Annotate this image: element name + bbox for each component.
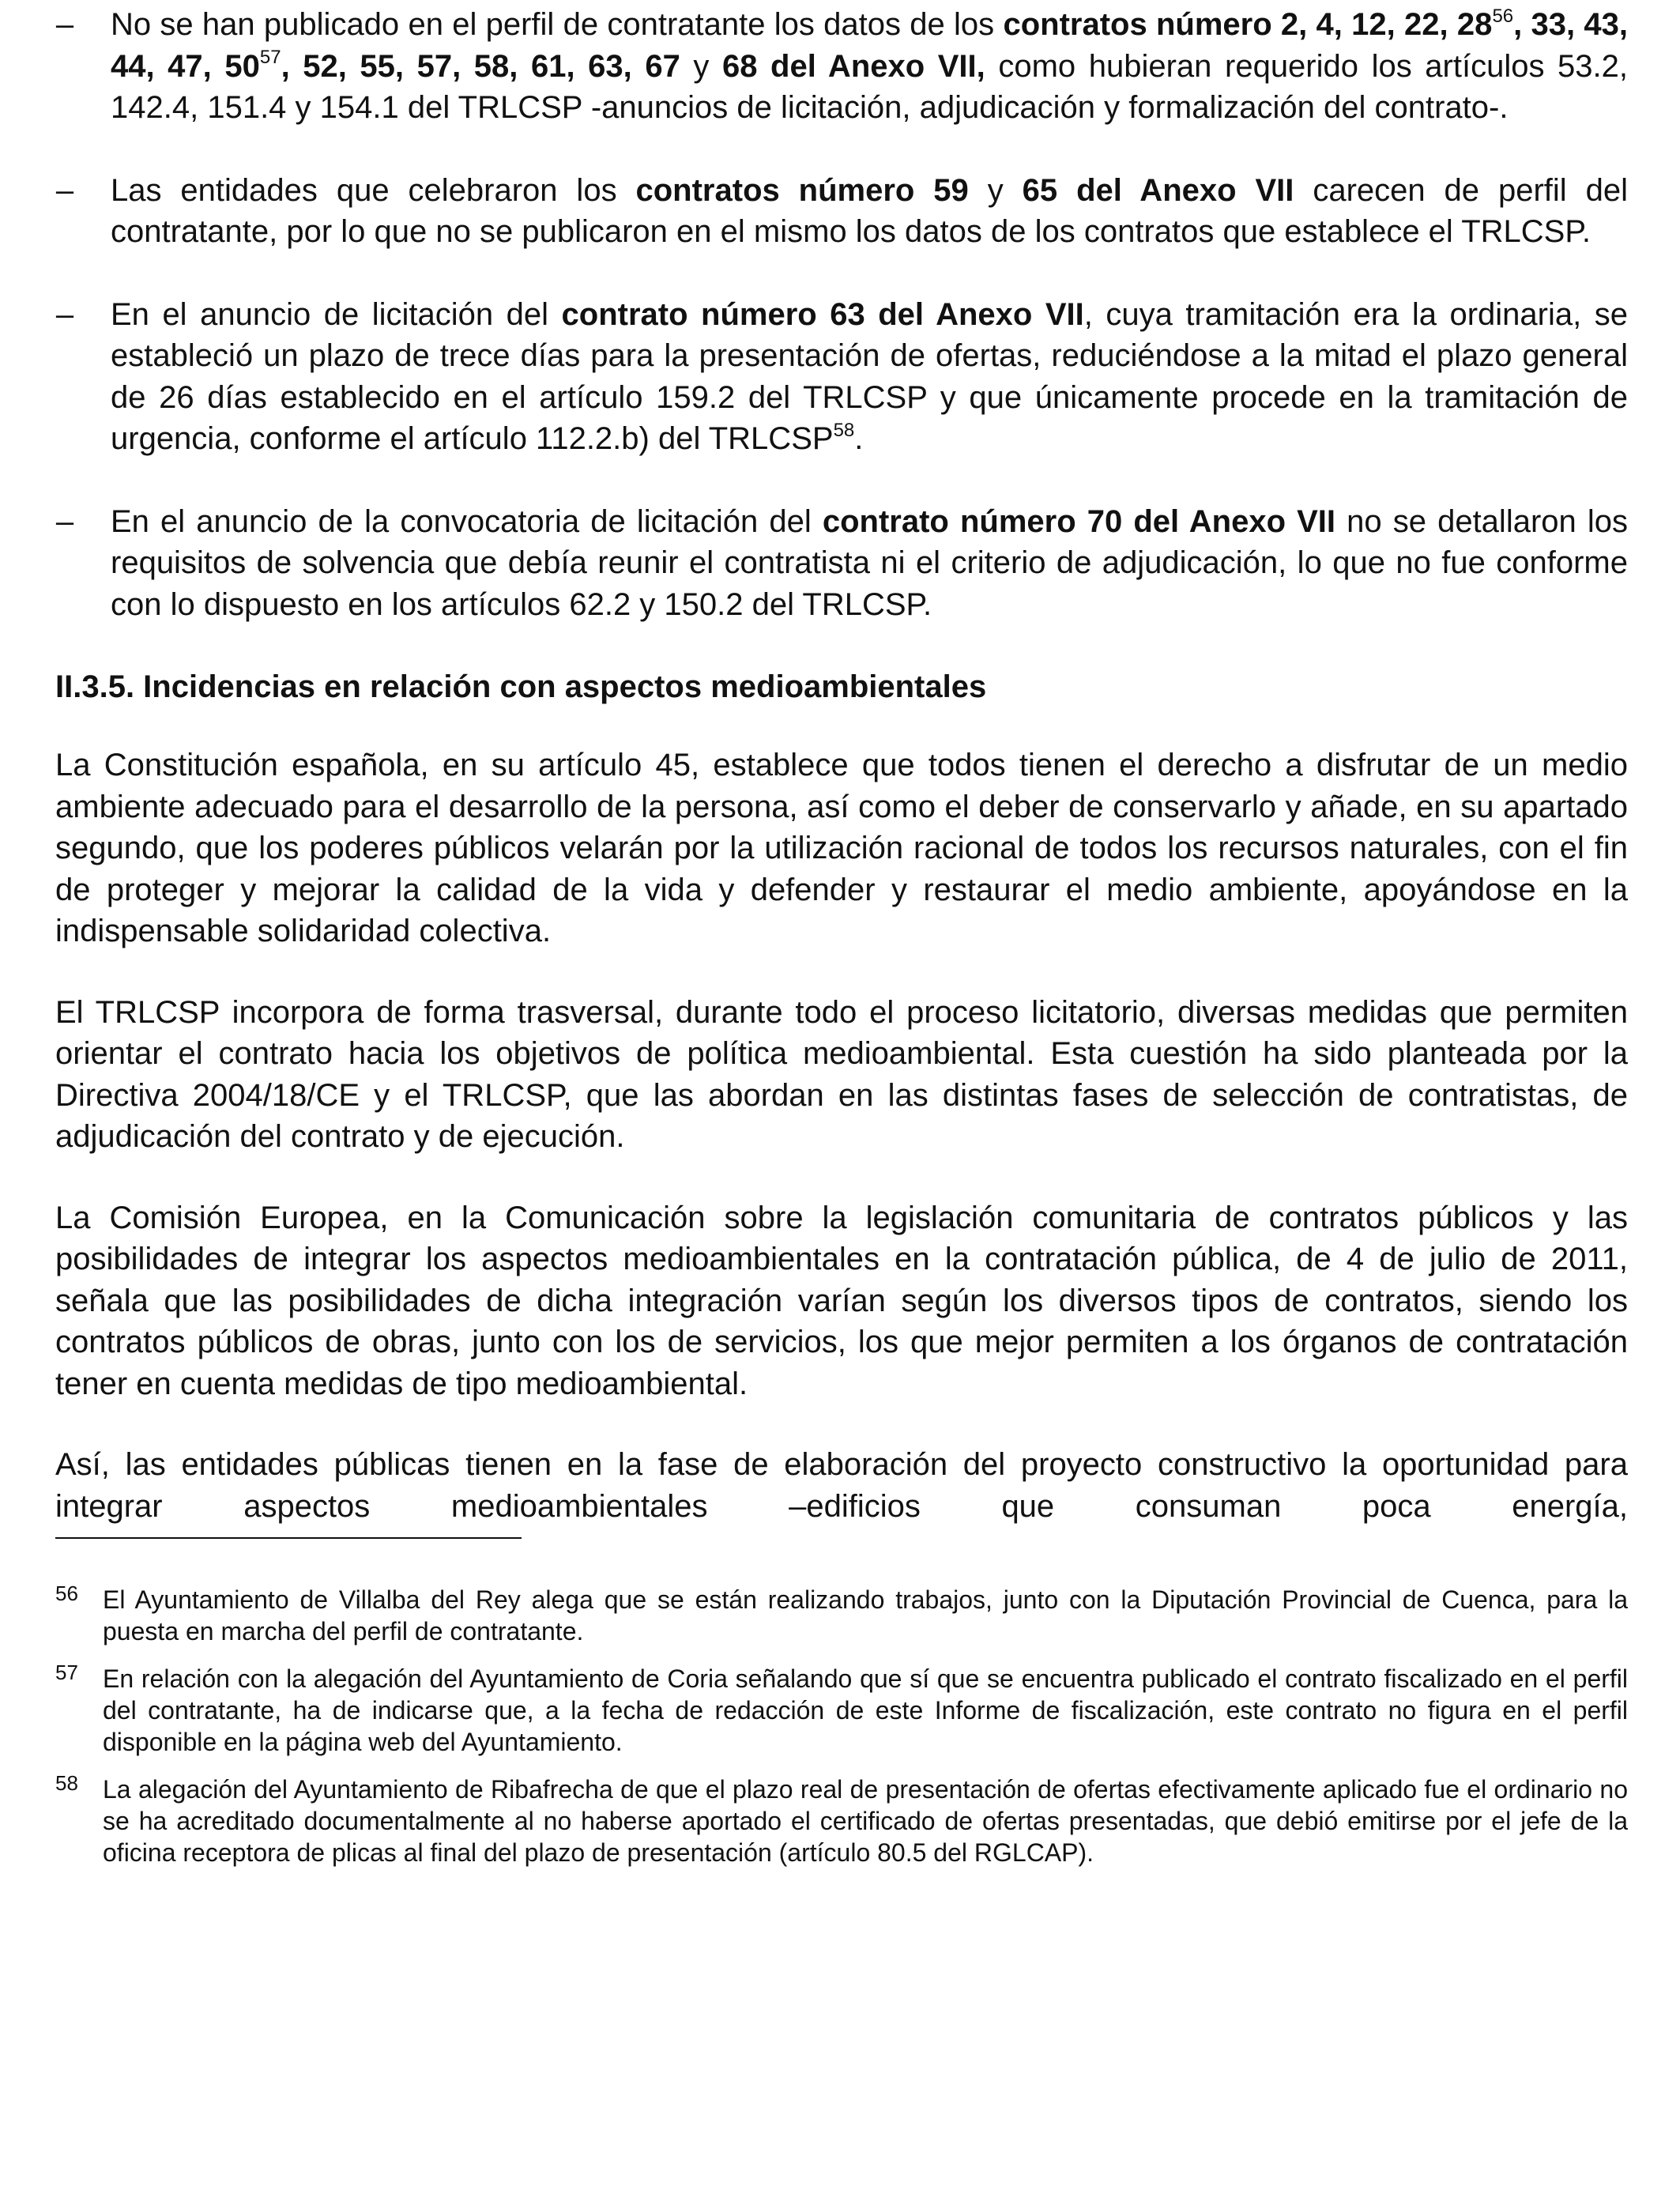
footnote-text: El Ayuntamiento de Villalba del Rey alega que se están realizando trabajos, junto con la Diputación Provincial de Cuenca, para la puesta en marcha del perfil de contratante. <box>103 1585 1628 1646</box>
footnote-number: 57 <box>55 1661 78 1684</box>
dash-bullet: – <box>55 172 74 208</box>
list-item <box>55 294 1628 460</box>
list-item <box>55 170 1628 253</box>
footnotes <box>55 1581 1628 1884</box>
document-page <box>55 0 1628 1527</box>
list-item <box>55 4 1628 129</box>
list-item-text: En el anuncio de la convocatoria de licitación del contrato número 70 del Anexo VII no se detallaron los requisitos de solvencia que debía reunir el contratista ni el criterio de adjudicación, lo que no fue conforme con lo dispuesto en los artículos 62.2 y 150.2 del TRLCSP. <box>111 503 1628 622</box>
footnote-number: 56 <box>55 1581 78 1605</box>
body-paragraph: La Comisión Europea, en la Comunicación sobre la legislación comunitaria de contratos públicos y las posibilidades de integrar los aspectos medioambientales en la contratación pública, de 4 de julio de 2011, señala que las posibilidades de dicha integración varían según los diversos tipos de contratos, siendo los contratos públicos de obras, junto con los de servicios, los que mejor permiten a los órganos de contratación tener en cuenta medidas de tipo medioambiental. <box>55 1200 1628 1401</box>
dash-bullet: – <box>55 296 74 332</box>
footnote <box>55 1581 1628 1647</box>
findings-list <box>55 4 1628 625</box>
footnote-ref: 57 <box>259 47 281 69</box>
footnote-ref: 56 <box>1492 5 1514 27</box>
list-item <box>55 501 1628 626</box>
list-item-text: No se han publicado en el perfil de contratante los datos de los contratos número 2, 4, 12, 22, $28^{56}$, 33, 43, 44, 47, $50^{57}$, 52, 55, 57, 58, 61, 63, 67 y 68 del Anexo VII, como hubieran requerido los artículos 53.2, 142.4, 151.4 y 154.1 del TRLCSP -anuncios de licitación, adjudicación y formalización del contrato-. <box>111 5 1629 125</box>
list-item-text: Las entidades que celebraron los contratos número 59 y 65 del Anexo VII carecen de perfil del contratante, por lo que no se publicaron en el mismo los datos de los contratos que establece el TRLCSP. <box>111 172 1628 249</box>
footnote <box>55 1663 1628 1758</box>
section-heading: II.3.5. Incidencias en relación con aspectos medioambientales <box>55 669 987 704</box>
list-item-text: En el anuncio de licitación del contrato número 63 del Anexo VII, cuya tramitación era la ordinaria, se estableció un plazo de trece días para la presentación de ofertas, reduciéndose a la mitad el plazo general de 26 días establecido en el artículo 159.2 del TRLCSP y que únicamente procede en la tramitación de urgencia, conforme el artículo 112.2.b) del TRLCSP$^{58}$. <box>111 296 1628 456</box>
body-paragraph: El TRLCSP incorpora de forma trasversal, durante todo el proceso licitatorio, diversas medidas que permiten orientar el contrato hacia los objetivos de política medioambiental. Esta cuestión ha sido planteada por la Directiva 2004/18/CE y el TRLCSP, que las abordan en las distintas fases de selección de contratistas, de adjudicación del contrato y de ejecución. <box>55 994 1628 1154</box>
footnote-text: En relación con la alegación del Ayuntamiento de Coria señalando que sí que se encuentra publicado el contrato fiscalizado en el perfil del contratante, ha de indicarse que, a la fecha de redacción de este Informe de fiscalización, este contrato no figura en el perfil disponible en la página web del Ayuntamiento. <box>103 1664 1628 1756</box>
dash-bullet: – <box>55 503 74 539</box>
footnote-number: 58 <box>55 1771 78 1795</box>
body-paragraph: La Constitución española, en su artículo 45, establece que todos tienen el derecho a disfrutar de un medio ambiente adecuado para el desarrollo de la persona, así como el deber de conservarlo y añade, en su apartado segundo, que los poderes públicos velarán por la utilización racional de todos los recursos naturales, con el fin de proteger y mejorar la calidad de la vida y defender y restaurar el medio ambiente, apoyándose en la indispensable solidaridad colectiva. <box>55 748 1628 948</box>
footnote-separator <box>55 1537 522 1539</box>
footnote <box>55 1771 1628 1868</box>
dash-bullet: – <box>55 7 74 42</box>
footnote-text: La alegación del Ayuntamiento de Ribafrecha de que el plazo real de presentación de ofertas efectivamente aplicado fue el ordinario no se ha acreditado documentalmente al no haberse aportado el certificado de ofertas presentadas, que debió emitirse por el jefe de la oficina receptora de plicas al final del plazo de presentación (artículo 80.5 del RGLCAP). <box>103 1775 1628 1867</box>
footnote-ref: 58 <box>833 419 855 441</box>
body-paragraph: Así, las entidades públicas tienen en la fase de elaboración del proyecto constructivo la oportunidad para integrar aspectos medioambientales –edificios que consuman poca energía, <box>55 1447 1628 1524</box>
